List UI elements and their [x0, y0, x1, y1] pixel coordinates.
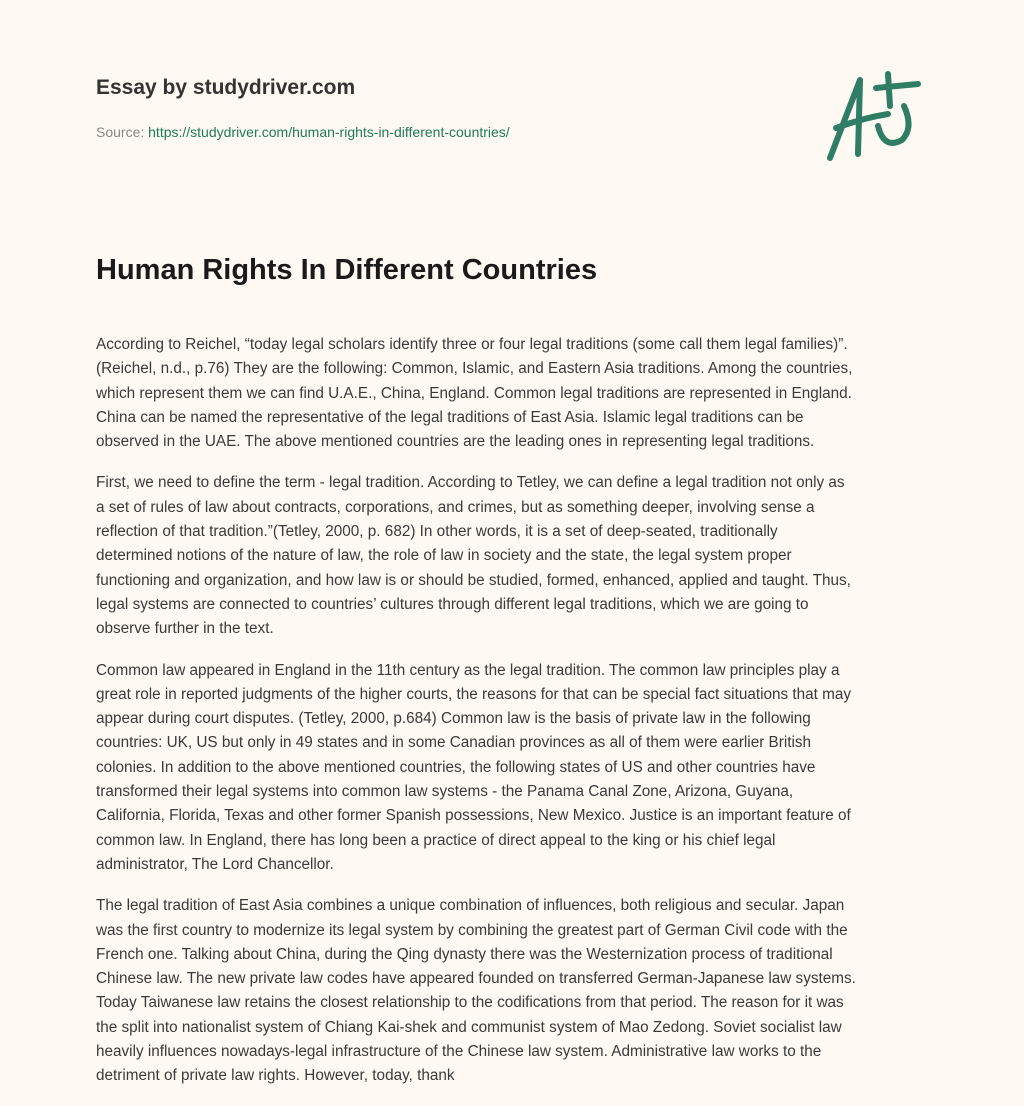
paragraph-line: great role in reported judgments of the higher courts, the reasons for that can be special fact situations that may — [96, 685, 852, 703]
paragraph-line: The legal tradition of East Asia combines a unique combination of influences, both religious and secular. Japan — [96, 897, 845, 915]
paragraph-line: heavily influences nowadays-legal infrastructure of the Chinese law system. Administrative law works to the — [96, 1043, 822, 1061]
paragraph-line: common law. In England, there has long been a practice of direct appeal to the king or his chief legal — [96, 831, 776, 849]
paragraph-line: observed in the UAE. The above mentioned countries are the leading ones in representing legal traditions. — [96, 433, 815, 451]
site-brand: Essay by studydriver.com — [96, 76, 356, 99]
paragraph-line: countries: UK, US but only in 49 states and in some Canadian provinces as all of them were earlier British — [96, 734, 812, 752]
paragraph-line: colonies. In addition to the above mentioned countries, the following states of US and other countries have — [96, 758, 816, 776]
paragraph-line: a set of rules of law about contracts, corporations, and crimes, but as something deeper, involving sense a — [96, 498, 815, 516]
paragraph-line: transformed their legal systems into common law systems - the Panama Canal Zone, Arizona, Guyana, — [96, 783, 794, 801]
a-plus-logo-icon — [818, 66, 928, 166]
paragraph-line: (Reichel, n.d., p.76) They are the following: Common, Islamic, and Eastern Asia traditions. Among the countries, — [96, 360, 853, 378]
paragraph-line: observe further in the text. — [96, 620, 274, 638]
source-line — [96, 124, 510, 140]
paragraph-line: functioning and organization, and how law is or should be studied, formed, enhanced, applied and taught. Thus, — [96, 571, 851, 589]
paragraph-line: Today Taiwanese law retains the closest relationship to the codifications from that period. The reason for it was — [96, 994, 844, 1012]
paragraph-line: legal systems are connected to countries’ cultures through different legal traditions, which we are going to — [96, 595, 809, 613]
essay-paragraph — [96, 333, 936, 454]
paragraph-line: determined notions of the nature of law, the role of law in society and the state, the legal system proper — [96, 547, 792, 565]
essay-paragraph — [96, 659, 936, 878]
paragraph-line: China can be named the representative of the legal traditions of East Asia. Islamic legal traditions can be — [96, 408, 804, 426]
essay-body — [96, 333, 936, 1106]
source-label: Source: — [96, 124, 145, 140]
paragraph-line: Common law appeared in England in the 11th century as the legal tradition. The common law principles play a — [96, 661, 840, 679]
essay-paragraph — [96, 471, 936, 641]
paragraph-line: California, Florida, Texas and other former Spanish possessions, New Mexico. Justice is an important feature of — [96, 807, 851, 825]
paragraph-line: French one. Talking about China, during the Qing dynasty there was the Westernization process of traditional — [96, 945, 833, 963]
paragraph-line: administrator, The Lord Chancellor. — [96, 855, 334, 873]
paragraph-line: was the first country to modernize its legal system by combining the greatest part of German Civil code with the — [96, 921, 848, 939]
paragraph-line: According to Reichel, “today legal scholars identify three or four legal traditions (some call them legal families)”. — [96, 336, 848, 353]
paragraph-line: Chinese law. The new private law codes have appeared founded on transferred German-Japanese law systems. — [96, 970, 856, 988]
source-link[interactable]: https://studydriver.com/human-rights-in-different-countries/ — [148, 124, 510, 140]
essay-paragraph — [96, 894, 936, 1088]
paragraph-line: reflection of that tradition.”(Tetley, 2000, p. 682) In other words, it is a set of deep-seated, traditionally — [96, 523, 778, 541]
paragraph-line: detriment of private law rights. However, today, thank — [96, 1067, 455, 1085]
paragraph-line: First, we need to define the term - legal tradition. According to Tetley, we can define a legal tradition not only as — [96, 474, 845, 492]
paragraph-line: the split into nationalist system of Chiang Kai-shek and communist system of Mao Zedong. Soviet socialist law — [96, 1018, 842, 1036]
paragraph-line: appear during court disputes. (Tetley, 2000, p.684) Common law is the basis of private law in the following — [96, 710, 811, 728]
page-title: Human Rights In Different Countries — [96, 254, 598, 286]
paragraph-line: which represent them we can find U.A.E., China, England. Common legal traditions are represented in England. — [96, 384, 852, 402]
